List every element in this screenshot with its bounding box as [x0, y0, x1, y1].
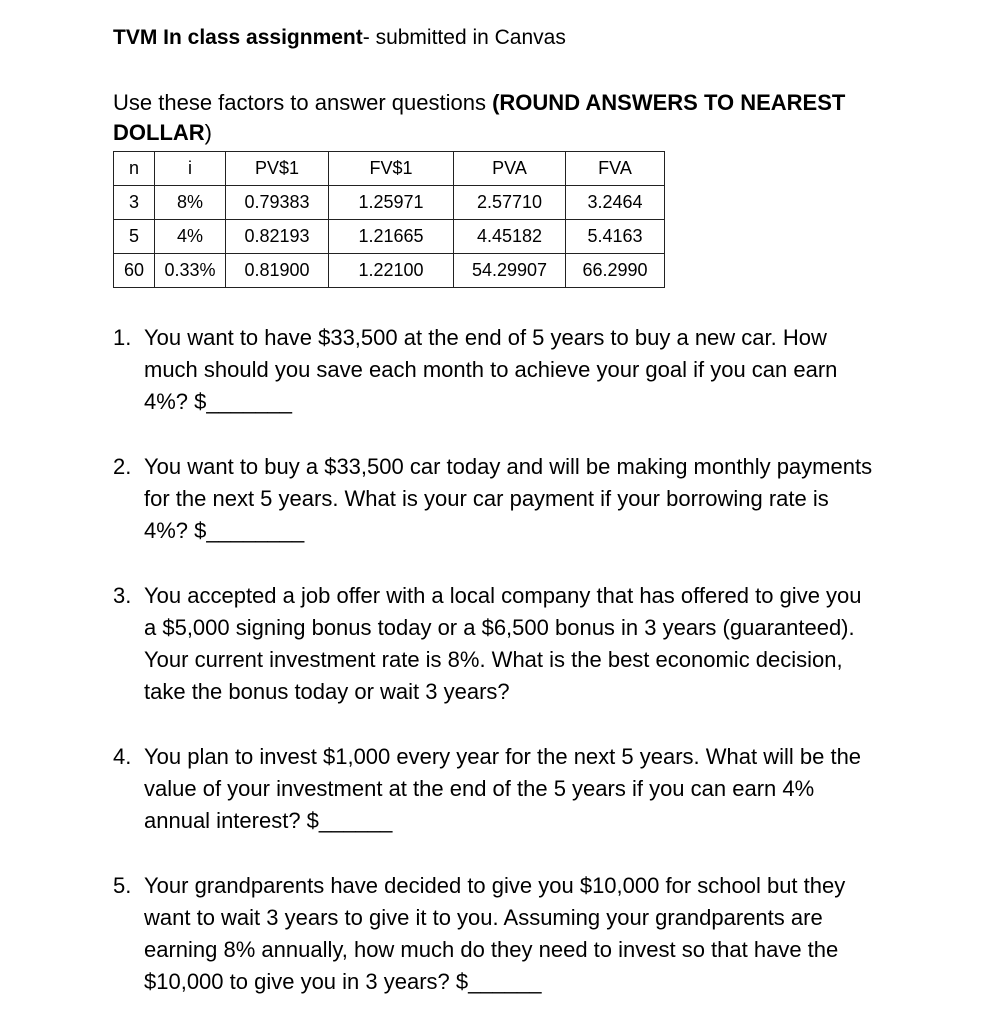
- instructions-close: ): [204, 120, 212, 145]
- table-cell: 5.4163: [566, 220, 665, 254]
- question-text: You plan to invest $1,000 every year for the next 5 years. What will be the value of your investment at the end of the 5 years if you can earn 4% annual interest? $______: [144, 744, 862, 833]
- header-n: n: [114, 152, 155, 186]
- instructions-bold: (ROUND ANSWERS TO NEAREST DOLLAR: [113, 90, 846, 145]
- header-fva: FVA: [566, 152, 665, 186]
- table-row: [114, 186, 665, 220]
- question-text: You want to have $33,500 at the end of 5 years to buy a new car. How much should you save each month to achieve your goal if you can earn 4%? $_______: [144, 325, 838, 414]
- table-cell: 0.33%: [155, 254, 226, 288]
- title-bold: TVM In class assignment: [113, 26, 363, 49]
- assignment-title: [113, 24, 566, 52]
- instructions-text: Use these factors to answer questions: [113, 90, 493, 115]
- header-pv1: PV$1: [226, 152, 329, 186]
- question-4: [113, 741, 873, 837]
- question-text: You accepted a job offer with a local company that has offered to give you a $5,000 signing bonus today or a $6,500 bonus in 3 years (guaranteed). Your current investment rate is 8%. What is the best economic decision, take the bonus today or wait 3 years?: [144, 583, 862, 704]
- table-cell: 54.29907: [454, 254, 566, 288]
- table-cell: 4.45182: [454, 220, 566, 254]
- table-cell: 2.57710: [454, 186, 566, 220]
- table-cell: 66.2990: [566, 254, 665, 288]
- table-cell: 1.25971: [329, 186, 454, 220]
- table-cell: 5: [114, 220, 155, 254]
- instructions: [113, 88, 913, 148]
- question-number: 5.: [113, 873, 132, 898]
- question-text: You want to buy a $33,500 car today and will be making monthly payments for the next 5 years. What is your car payment if your borrowing rate is 4%? $________: [144, 454, 873, 543]
- header-i: i: [155, 152, 226, 186]
- table-cell: 0.81900: [226, 254, 329, 288]
- question-number: 3.: [113, 583, 132, 608]
- question-2: [113, 451, 873, 547]
- factor-table: [113, 151, 665, 288]
- table-cell: 1.22100: [329, 254, 454, 288]
- table-cell: 0.79383: [226, 186, 329, 220]
- table-row: [114, 220, 665, 254]
- table-cell: 8%: [155, 186, 226, 220]
- question-list: [113, 322, 873, 998]
- question-number: 1.: [113, 325, 132, 350]
- question-number: 2.: [113, 454, 132, 479]
- question-3: [113, 580, 873, 708]
- header-pva: PVA: [454, 152, 566, 186]
- table-header-row: [114, 152, 665, 186]
- question-1: [113, 322, 873, 418]
- table-row: [114, 254, 665, 288]
- table-cell: 3.2464: [566, 186, 665, 220]
- table-cell: 0.82193: [226, 220, 329, 254]
- title-rest: - submitted in Canvas: [362, 26, 566, 49]
- question-number: 4.: [113, 744, 132, 769]
- table-cell: 3: [114, 186, 155, 220]
- header-fv1: FV$1: [329, 152, 454, 186]
- question-text: Your grandparents have decided to give you $10,000 for school but they want to wait 3 years to give it to you. Assuming your grandparents are earning 8% annually, how much do they need to invest so that have the $10,000 to give you in 3 years? $______: [144, 873, 846, 994]
- table-cell: 60: [114, 254, 155, 288]
- table-cell: 1.21665: [329, 220, 454, 254]
- question-5: [113, 870, 873, 998]
- table-cell: 4%: [155, 220, 226, 254]
